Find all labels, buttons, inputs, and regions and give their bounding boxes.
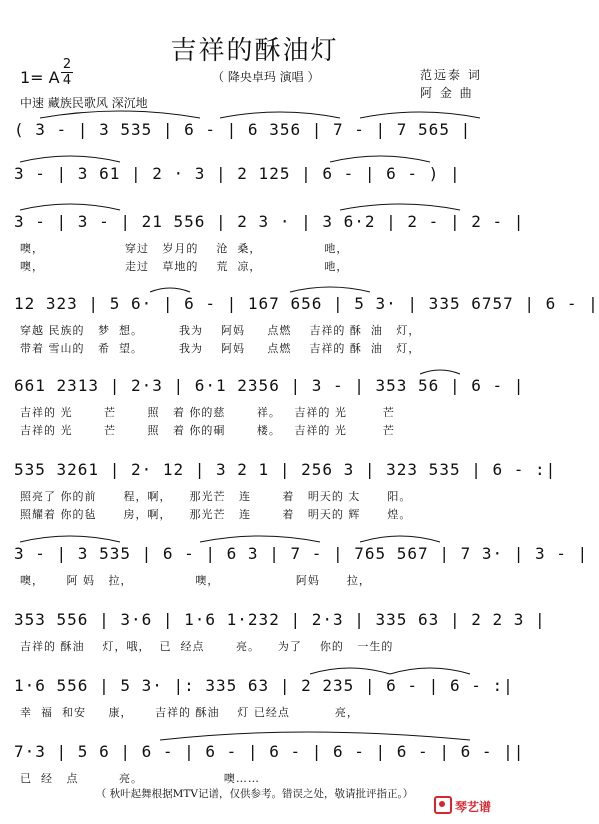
lyric-line: 噢， 穿过 岁月的 沧 桑， 吔，	[20, 242, 349, 255]
logo-icon	[434, 796, 452, 814]
performer-credit: （ 降央卓玛 演唱 ）	[212, 70, 320, 84]
lyric-line: 吉祥的 酥油 灯，哦， 已 经点 亮。 为了 你的 一生的	[20, 640, 394, 653]
transcription-note: （ 秋叶起舞根据MTV记谱，仅供参考。错误之处，敬请批评指正。）	[95, 788, 414, 800]
logo-text: 琴艺谱	[455, 800, 492, 814]
notation-row: ( 3 - | 3 535 | 6 - | 6 356 | 7 - | 7 565 |	[14, 120, 472, 139]
key-signature: 1= A	[20, 68, 60, 87]
meter-bottom: 4	[62, 73, 72, 88]
lyric-line: 照亮了 你的前 程，啊， 那光芒 连 着 明天的 太 阳。	[20, 490, 412, 503]
time-signature	[60, 58, 74, 87]
notation-row: 3 - | 3 535 | 6 - | 6 3 | 7 - | 765 567 | 7 3· | 3 - |	[14, 544, 589, 563]
lyric-line: 幸 福 和安 康， 吉祥的 酥油 灯 已经点 亮，	[20, 706, 359, 719]
notation-row: 3 - | 3 - | 21 556 | 2 3 · | 3 6·2 | 2 - | 2 - |	[14, 212, 525, 231]
lyric-line: 吉祥的 光 芒 照 着 你的硐 楼。 吉祥的 光 芒	[20, 424, 395, 437]
song-title: 吉祥的酥油灯	[170, 36, 339, 66]
meter-top: 2	[62, 57, 72, 72]
lyricist-credit: 范远泰 词	[420, 68, 482, 82]
notation-row: 353 556 | 3·6 | 1·6 1·232 | 2·3 | 335 63 | 2 2 3 |	[14, 610, 546, 629]
lyric-line: 吉祥的 光 芒 照 着 你的慈 祥。 吉祥的 光 芒	[20, 406, 395, 419]
tempo-marking: 中速 藏族民歌风 深沉地	[20, 96, 148, 110]
lyric-line: 噢， 走过 草地的 荒 凉， 吔，	[20, 260, 349, 273]
notation-row: 7·3 | 5 6 | 6 - | 6 - | 6 - | 6 - | 6 - | 6 - ||	[14, 742, 525, 761]
lyric-line: 照耀着 你的毡 房，啊， 那光芒 连 着 明天的 辉 煌。	[20, 508, 412, 521]
composer-credit: 阿 金 曲	[420, 86, 474, 100]
lyric-line: 穿越 民族的 梦 想。 我为 阿妈 点燃 吉祥的 酥 油 灯，	[20, 324, 421, 337]
lyric-line: 带着 雪山的 希 望。 我为 阿妈 点燃 吉祥的 酥 油 灯，	[20, 342, 421, 355]
site-logo[interactable]	[434, 796, 491, 815]
notation-row: 3 - | 3 61 | 2 · 3 | 2 125 | 6 - | 6 - ) |	[14, 164, 461, 183]
notation-row: 535 3261 | 2· 12 | 3 2 1 | 256 3 | 323 535 | 6 - :|	[14, 460, 557, 479]
notation-row: 12 323 | 5 6· | 6 - | 167 656 | 5 3· | 335 6757 | 6 - |	[14, 294, 599, 313]
lyric-line: 已 经 点 亮。 噢……	[20, 772, 260, 785]
lyric-line: 噢， 阿 妈 拉， 噢， 阿妈 拉，	[20, 574, 371, 587]
notation-row: 661 2313 | 2·3 | 6·1 2356 | 3 - | 353 56 | 6 - |	[14, 376, 525, 395]
notation-row: 1·6 556 | 5 3· |: 335 63 | 2 235 | 6 - | 6 - :|	[14, 676, 514, 695]
